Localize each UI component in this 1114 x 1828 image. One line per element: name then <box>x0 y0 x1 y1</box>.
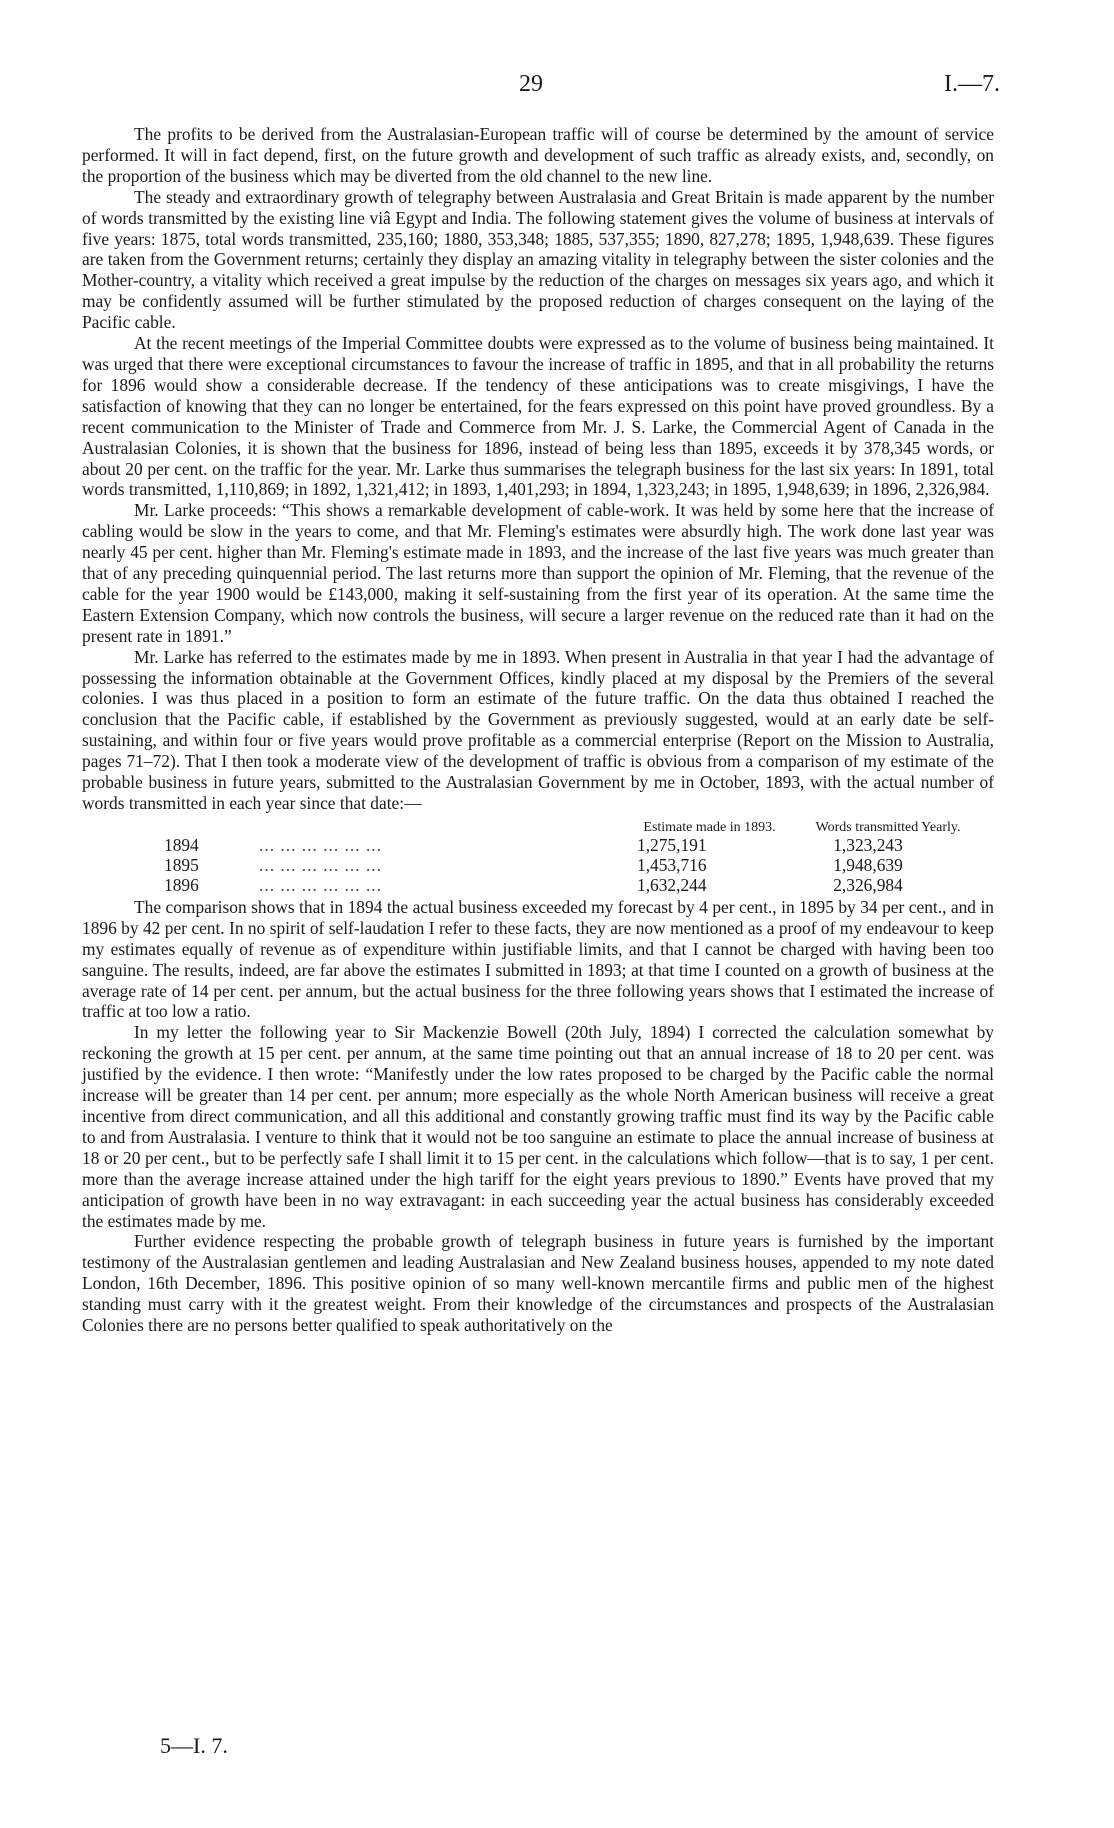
table-row <box>82 875 994 895</box>
paragraph: Mr. Larke proceeds: “This shows a remarkable development of cable-work. It was held by some here that the increase of cabling would be slow in the years to come, and that Mr. Fleming's estimates were absurdly high. The work done last year was nearly 45 per cent. higher than Mr. Fleming's estimate made in 1893, and the increase of the last five years was much greater than that of any preceding quinquennial period. The last returns more than support the opinion of Mr. Fleming, that the revenue of the cable for the year 1900 would be £143,000, making it self-sustaining from the first year of its operation. At the same time the Eastern Extension Company, which now controls the business, will secure a larger revenue on the reduced rate than it had on the present rate in 1891.” <box>82 500 994 646</box>
year-cell: 1896 <box>164 874 199 895</box>
body-text <box>82 124 994 1336</box>
dot-leader: ... ... ... ... ... ... <box>259 874 382 895</box>
traffic-comparison-table <box>82 820 994 895</box>
paragraph: Mr. Larke has referred to the estimates made by me in 1893. When present in Australia in that year I had the advantage of possessing the information obtainable at the Government Offices, kindly placed at my disposal by the Premiers of the several colonies. I was thus placed in a position to form an estimate of the future traffic. On the data thus obtained I reached the conclusion that the Pacific cable, if established by the Government as previously suggested, would at an early date be self-sustaining, and within four or five years would prove profitable as a commercial enterprise (Report on the Mission to Australia, pages 71–72). That I then took a moderate view of the development of traffic is obvious from a comparison of my estimate of the probable business in future years, submitted to the Australasian Government by me in October, 1893, with the actual number of words transmitted in each year since that date:— <box>82 646 994 813</box>
words-cell: 1,323,243 <box>833 834 903 855</box>
paragraph: The profits to be derived from the Australasian-European traffic will of course be determined by the amount of service performed. It will in fact depend, first, on the future growth and development of such traffic as already exists, and, secondly, on the proportion of the business which may be diverted from the old channel to the new line. <box>82 124 994 186</box>
page-header <box>0 71 1114 104</box>
estimate-cell: 1,275,191 <box>637 834 707 855</box>
table-header-row <box>82 820 994 835</box>
estimate-cell: 1,453,716 <box>637 854 707 875</box>
year-cell: 1895 <box>164 854 199 875</box>
paragraph: At the recent meetings of the Imperial Committee doubts were expressed as to the volume of business being maintained. It was urged that there were exceptional circumstances to favour the increase of traffic in 1895, and that in all probability the returns for 1896 would show a considerable decrease. If the tendency of these anticipations was to create misgivings, I have the satisfaction of knowing that they can no longer be entertained, for the fears expressed on this point have proved groundless. By a recent communication to the Minister of Trade and Commerce from Mr. J. S. Larke, the Commercial Agent of Canada in the Australasian Colonies, it is shown that the business for 1896, instead of being less than 1895, exceeds it by 378,345 words, or about 20 per cent. on the traffic for the year. Mr. Larke thus summarises the telegraph business for the last six years: In 1891, total words transmitted, 1,110,869; in 1892, 1,321,412; in 1893, 1,401,293; in 1894, 1,323,243; in 1895, 1,948,639; in 1896, 2,326,984. <box>82 333 994 500</box>
paragraph: Further evidence respecting the probable growth of telegraph business in future years is furnished by the important testimony of the Australasian gentlemen and leading Australasian and New Zealand business houses, appended to my note dated London, 16th December, 1896. This positive opinion of so many well-known mercantile firms and public men of the highest standing must carry with it the greatest weight. From their knowledge of the circumstances and prospects of the Australasian Colonies there are no persons better qualified to speak authoritatively on the <box>82 1231 994 1336</box>
column-header-words: Words transmitted Yearly. <box>815 819 961 835</box>
paragraph: The steady and extraordinary growth of telegraphy between Australasia and Great Britain is made apparent by the number of words transmitted by the existing line viâ Egypt and India. The following statement gives the volume of business at intervals of five years: 1875, total words transmitted, 235,160; 1880, 353,348; 1885, 537,355; 1890, 827,278; 1895, 1,948,639. These figures are taken from the Government returns; certainly they display an amazing vitality in telegraphy between the sister colonies and the Mother-country, a vitality which received a great impulse by the reduction of the charges on messages six years ago, and which it may be confidently assumed will be further stimulated by the proposed reduction of charges consequent on the laying of the Pacific cable. <box>82 186 994 333</box>
dot-leader: ... ... ... ... ... ... <box>259 854 382 875</box>
page-number: 29 <box>519 71 543 97</box>
words-cell: 2,326,984 <box>833 874 903 895</box>
year-cell: 1894 <box>164 834 199 855</box>
signature-mark: 5—I. 7. <box>160 1733 228 1758</box>
words-cell: 1,948,639 <box>833 854 903 875</box>
table-row <box>82 855 994 875</box>
document-reference: I.—7. <box>944 71 1000 97</box>
column-header-estimate: Estimate made in 1893. <box>643 819 776 835</box>
table-row <box>82 835 994 855</box>
paragraph: In my letter the following year to Sir Mackenzie Bowell (20th July, 1894) I corrected the calculation somewhat by reckoning the growth at 15 per cent. per annum, at the same time pointing out that an annual increase of 18 to 20 per cent. was justified by the evidence. I then wrote: “Manifestly under the low rates proposed to be charged by the Pacific cable the normal increase will be greater than 14 per cent. per annum; more especially as the whole North American business will receive a great incentive from direct communication, and all this additional and constantly growing traffic must find its way by the Pacific cable to and from Australasia. I venture to think that it would not be too sanguine an estimate to place the annual increase of business at 18 or 20 per cent., but to be perfectly safe I shall limit it to 15 per cent. in the calculations which follow—that is to say, 1 per cent. more than the average increase attained under the high tariff for the eight years previous to 1890.” Events have proved that my anticipation of growth have been in no way extravagant: in each succeeding year the actual business has considerably exceeded the estimates made by me. <box>82 1022 994 1231</box>
dot-leader: ... ... ... ... ... ... <box>259 834 382 855</box>
estimate-cell: 1,632,244 <box>637 874 707 895</box>
paragraph: The comparison shows that in 1894 the actual business exceeded my forecast by 4 per cent., in 1895 by 34 per cent., and in 1896 by 42 per cent. In no spirit of self-laudation I refer to these facts, they are now mentioned as a proof of my endeavour to keep my estimates equally of revenue as of expenditure within justifiable limits, and that I cannot be charged with having been too sanguine. The results, indeed, are far above the estimates I submitted in 1893; at that time I counted on a growth of business at the average rate of 14 per cent. per annum, but the actual business for the three following years shows that I estimated the increase of traffic at too low a ratio. <box>82 896 994 1022</box>
